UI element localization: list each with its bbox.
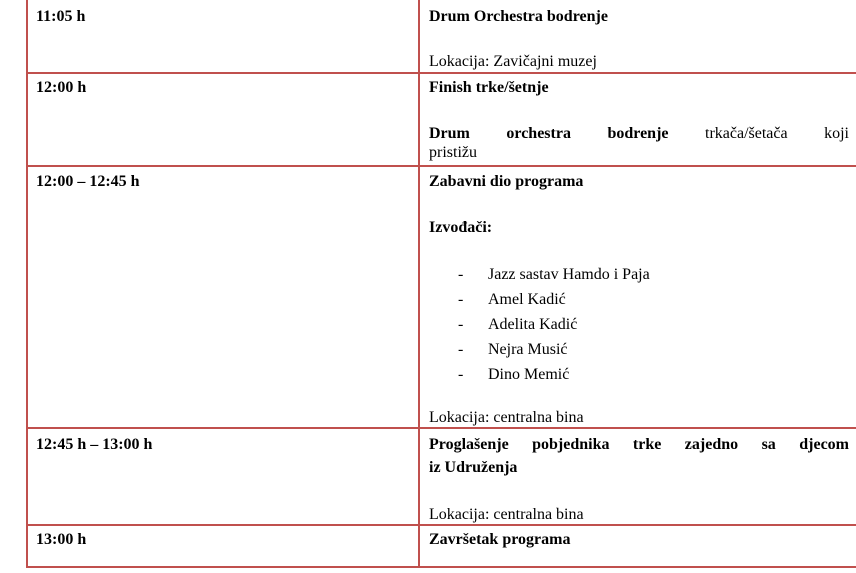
row-detail-continued: pristižu: [429, 144, 477, 161]
row-title: Zabavni dio programa: [429, 173, 584, 190]
list-bullet: -: [458, 266, 464, 283]
list-item: Amel Kadić: [488, 291, 566, 308]
row-divider: [26, 72, 856, 74]
row-location: Lokacija: Zavičajni muzej: [429, 53, 597, 70]
row-title: Završetak programa: [429, 531, 571, 548]
row-time: 12:00 h: [36, 79, 87, 96]
list-item: Jazz sastav Hamdo i Paja: [488, 266, 650, 283]
list-bullet: -: [458, 316, 464, 333]
row-title: Drum Orchestra bodrenje: [429, 8, 608, 25]
row-time: 13:00 h: [36, 531, 87, 548]
schedule-table: [26, 0, 856, 568]
row-time: 11:05 h: [36, 8, 86, 25]
row-detail: Drum orchestra bodrenje trkača/šetača koji: [429, 125, 849, 142]
list-item: Dino Memić: [488, 366, 570, 383]
row-divider: [26, 524, 856, 526]
list-item: Adelita Kadić: [488, 316, 578, 333]
row-title-continued: iz Udruženja: [429, 459, 518, 476]
row-divider: [26, 427, 856, 429]
row-location: Lokacija: centralna bina: [429, 409, 584, 426]
table-column-divider: [418, 0, 420, 568]
performers-label: Izvođači:: [429, 219, 493, 236]
table-border-left: [26, 0, 28, 568]
list-item: Nejra Musić: [488, 341, 568, 358]
list-bullet: -: [458, 291, 464, 308]
row-time: 12:45 h – 13:00 h: [36, 436, 153, 453]
row-title: Finish trke/šetnje: [429, 79, 549, 96]
row-location: Lokacija: centralna bina: [429, 506, 584, 523]
list-bullet: -: [458, 366, 464, 383]
row-title: Proglašenje pobjednika trke zajedno sa djecom: [429, 436, 849, 453]
table-border-bottom: [26, 566, 856, 568]
row-divider: [26, 165, 856, 167]
row-time: 12:00 – 12:45 h: [36, 173, 140, 190]
list-bullet: -: [458, 341, 464, 358]
